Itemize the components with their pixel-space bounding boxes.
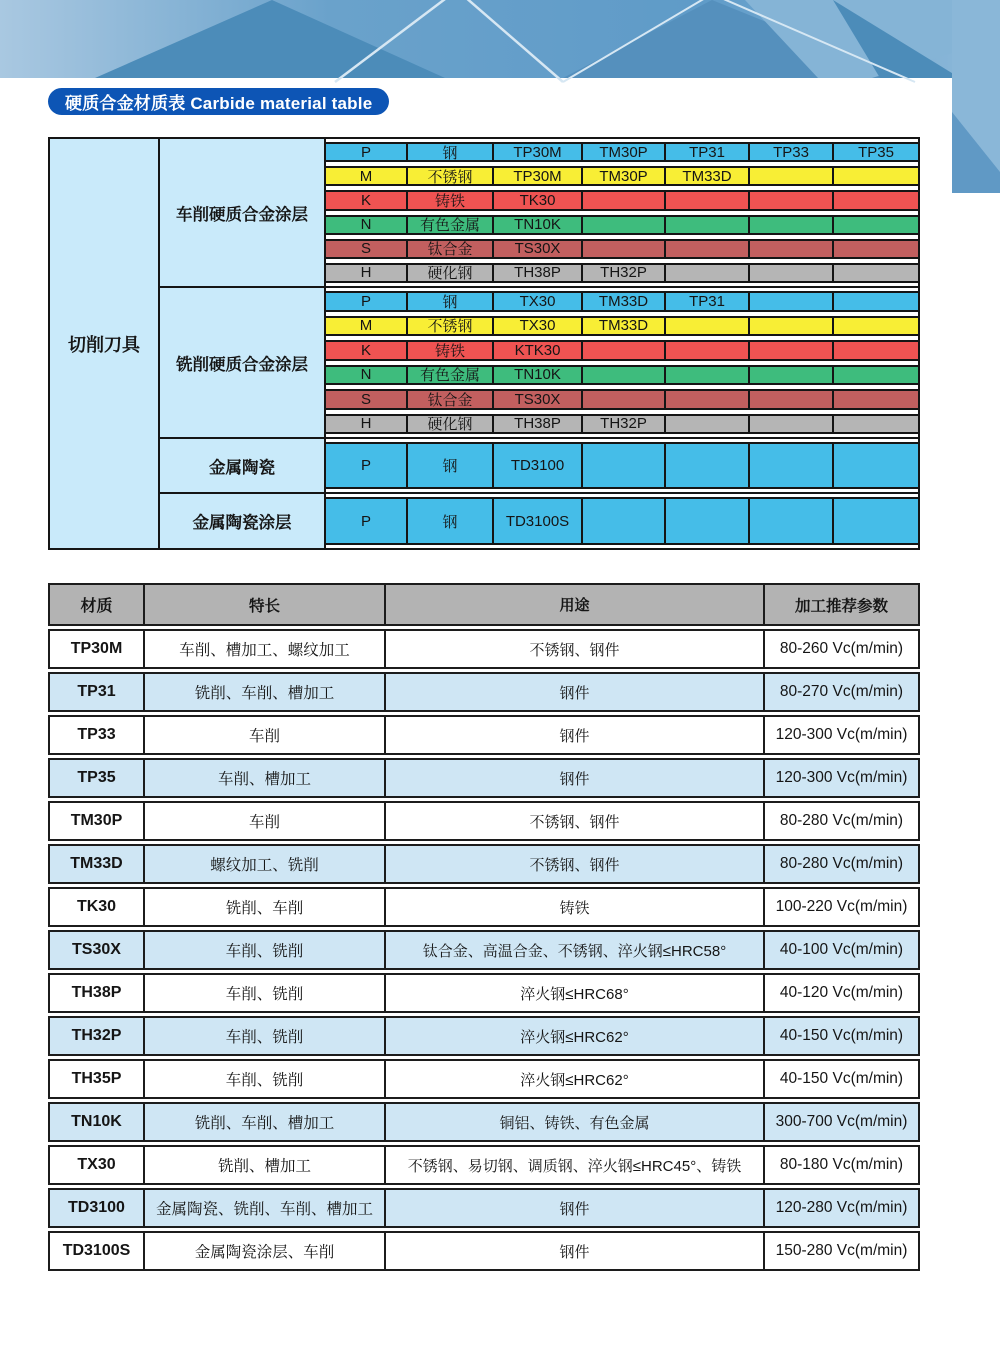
grade-cell: TM33D: [581, 318, 664, 335]
matrix-section: [160, 439, 918, 494]
material-cell: TM30P: [70, 812, 123, 829]
workpiece-cell: 钢: [406, 499, 492, 543]
params-cell: 100-220 Vc(m/min): [763, 889, 918, 925]
grade-cell: TP35: [832, 144, 918, 160]
iso-class-cell: K: [360, 192, 371, 209]
grade-cell: [832, 416, 918, 433]
grade-cell: TD3100S: [492, 499, 581, 543]
material-cell: TX30: [77, 1156, 116, 1173]
iso-class-cell: P: [360, 293, 371, 310]
section-label-cell: 金属陶瓷: [160, 439, 326, 492]
grade-cell: [664, 265, 748, 281]
section-rows: [326, 439, 918, 492]
specialty-cell: 金属陶瓷、铣削、车削、槽加工: [143, 1190, 384, 1226]
matrix-row: [326, 239, 918, 259]
section-rows: [326, 288, 918, 437]
table-row: [48, 973, 920, 1013]
grade-cell: [748, 416, 832, 433]
material-cell: TM33D: [70, 855, 123, 872]
material-cell: TP30M: [70, 640, 123, 657]
usage-cell: 淬火钢≤HRC62°: [384, 1061, 763, 1097]
grade-cell: [664, 217, 748, 233]
iso-class-cell: P: [360, 512, 371, 530]
grade-cell: [581, 241, 664, 257]
section-rows: [326, 494, 918, 548]
usage-cell: 铜铝、铸铁、有色金属: [384, 1104, 763, 1140]
table-row: [48, 801, 920, 841]
grade-cell: [664, 318, 748, 335]
params-cell: 120-300 Vc(m/min): [763, 717, 918, 753]
iso-class-cell: P: [360, 457, 371, 474]
specialty-cell: 车削、铣削: [143, 932, 384, 968]
table-row: [48, 844, 920, 884]
spec-header-cell: 加工推荐参数: [763, 585, 918, 624]
grade-cell: [581, 367, 664, 384]
params-cell: 80-260 Vc(m/min): [763, 631, 918, 667]
iso-class-cell: P: [360, 144, 371, 161]
workpiece-cell: 铸铁: [406, 342, 492, 359]
matrix-row: [326, 291, 918, 312]
grade-cell: [832, 241, 918, 257]
grade-cell: TM33D: [581, 293, 664, 310]
matrix-row: [326, 340, 918, 361]
grade-cell: TS30X: [492, 241, 581, 257]
table-row: [48, 887, 920, 927]
workpiece-cell: 钢: [406, 144, 492, 160]
specialty-cell: 铣削、车削: [143, 889, 384, 925]
specialty-cell: 车削、铣削: [143, 975, 384, 1011]
workpiece-cell: 不锈钢: [406, 168, 492, 184]
usage-cell: 淬火钢≤HRC62°: [384, 1018, 763, 1054]
grade-cell: [832, 342, 918, 359]
matrix-row: [326, 442, 918, 489]
material-cell: TK30: [76, 898, 117, 915]
usage-cell: 钢件: [384, 760, 763, 796]
iso-class-cell: H: [360, 264, 372, 282]
params-cell: 80-280 Vc(m/min): [763, 846, 918, 882]
table-row: [48, 1016, 920, 1056]
table-row: [48, 1102, 920, 1142]
matrix-section: [160, 288, 918, 439]
grade-cell: [664, 499, 748, 543]
grade-cell: [664, 342, 748, 359]
specialty-cell: 车削、槽加工、螺纹加工: [143, 631, 384, 667]
specialty-cell: 螺纹加工、铣削: [143, 846, 384, 882]
params-cell: 40-120 Vc(m/min): [763, 975, 918, 1011]
material-cell: TH32P: [71, 1027, 122, 1044]
grade-cell: TX30: [492, 293, 581, 310]
matrix-row: [326, 497, 918, 545]
params-cell: 120-300 Vc(m/min): [763, 760, 918, 796]
table-row: [48, 1188, 920, 1228]
grade-cell: [748, 217, 832, 233]
params-cell: 80-280 Vc(m/min): [763, 803, 918, 839]
iso-class-cell: H: [360, 415, 372, 432]
usage-cell: 不锈钢、钢件: [384, 803, 763, 839]
table-row: [48, 930, 920, 970]
grade-cell: [581, 391, 664, 408]
section-label-cell: 车削硬质合金涂层: [160, 139, 326, 286]
params-cell: 150-280 Vc(m/min): [763, 1233, 918, 1269]
grade-cell: [748, 318, 832, 335]
section-label-cell: 金属陶瓷涂层: [160, 494, 326, 548]
grade-cell: TP31: [664, 144, 748, 160]
grade-cell: [748, 192, 832, 208]
matrix-sections: [160, 139, 918, 548]
specialty-cell: 车削: [143, 717, 384, 753]
grade-cell: [748, 293, 832, 310]
specialty-cell: 车削、铣削: [143, 1018, 384, 1054]
params-cell: 80-270 Vc(m/min): [763, 674, 918, 710]
grade-cell: [832, 293, 918, 310]
page-title: 硬质合金材质表 Carbide material table: [48, 88, 389, 115]
spec-header-cell: 用途: [384, 585, 763, 624]
material-cell: TH38P: [71, 984, 122, 1001]
specialty-cell: 铣削、槽加工: [143, 1147, 384, 1183]
matrix-row: [326, 263, 918, 283]
grade-cell: TN10K: [492, 367, 581, 384]
grade-cell: [664, 391, 748, 408]
grade-cell: [664, 192, 748, 208]
material-cell: TS30X: [72, 941, 121, 958]
matrix-section: [160, 139, 918, 288]
grade-cell: [832, 217, 918, 233]
grade-cell: [748, 391, 832, 408]
grade-cell: [664, 367, 748, 384]
section-label-cell: 铣削硬质合金涂层: [160, 288, 326, 437]
workpiece-cell: 有色金属: [406, 367, 492, 384]
iso-class-cell: S: [360, 391, 371, 408]
matrix-table: [48, 137, 920, 550]
iso-class-cell: M: [359, 168, 373, 185]
grade-cell: [581, 444, 664, 487]
grade-cell: [748, 241, 832, 257]
root-category-cell: 切削刀具: [50, 139, 160, 548]
grade-cell: TH38P: [492, 416, 581, 433]
matrix-row: [326, 365, 918, 386]
grade-cell: [748, 342, 832, 359]
grade-cell: TM30P: [581, 144, 664, 160]
grade-cell: [832, 192, 918, 208]
table-row: [48, 1145, 920, 1185]
usage-cell: 不锈钢、钢件: [384, 631, 763, 667]
grade-cell: [832, 318, 918, 335]
grade-cell: [581, 342, 664, 359]
workpiece-cell: 不锈钢: [406, 318, 492, 335]
grade-cell: [832, 444, 918, 487]
table-row: [48, 629, 920, 669]
grade-cell: [832, 265, 918, 281]
specialty-cell: 车削、槽加工: [143, 760, 384, 796]
grade-cell: TM33D: [664, 168, 748, 184]
workpiece-cell: 钢: [406, 293, 492, 310]
matrix-row: [326, 190, 918, 210]
grade-cell: TH32P: [581, 416, 664, 433]
iso-class-cell: K: [360, 342, 371, 359]
params-cell: 40-100 Vc(m/min): [763, 932, 918, 968]
spec-table: [48, 583, 920, 1274]
table-row: [48, 715, 920, 755]
grade-cell: [832, 391, 918, 408]
specialty-cell: 车削、铣削: [143, 1061, 384, 1097]
grade-cell: [748, 444, 832, 487]
grade-cell: TP31: [664, 293, 748, 310]
usage-cell: 钢件: [384, 717, 763, 753]
usage-cell: 不锈钢、易切钢、调质钢、淬火钢≤HRC45°、铸铁: [384, 1147, 763, 1183]
material-cell: TH35P: [71, 1070, 122, 1087]
grade-cell: KTK30: [492, 342, 581, 359]
grade-cell: TH32P: [581, 265, 664, 281]
matrix-row: [326, 414, 918, 435]
grade-cell: TK30: [492, 192, 581, 208]
material-cell: TP35: [77, 769, 116, 786]
usage-cell: 不锈钢、钢件: [384, 846, 763, 882]
grade-cell: TH38P: [492, 265, 581, 281]
usage-cell: 钢件: [384, 1190, 763, 1226]
usage-cell: 铸铁: [384, 889, 763, 925]
matrix-row: [326, 215, 918, 235]
specialty-cell: 铣削、车削、槽加工: [143, 674, 384, 710]
usage-cell: 淬火钢≤HRC68°: [384, 975, 763, 1011]
material-cell: TP31: [77, 683, 116, 700]
matrix-row: [326, 166, 918, 186]
params-cell: 80-180 Vc(m/min): [763, 1147, 918, 1183]
section-rows: [326, 139, 918, 286]
workpiece-cell: 有色金属: [406, 217, 492, 233]
iso-class-cell: N: [360, 366, 372, 383]
params-cell: 40-150 Vc(m/min): [763, 1061, 918, 1097]
grade-cell: [748, 499, 832, 543]
workpiece-cell: 钢: [406, 444, 492, 487]
workpiece-cell: 钛合金: [406, 241, 492, 257]
specialty-cell: 车削: [143, 803, 384, 839]
grade-cell: TP30M: [492, 168, 581, 184]
material-cell: TN10K: [71, 1113, 122, 1130]
grade-cell: [664, 444, 748, 487]
workpiece-cell: 铸铁: [406, 192, 492, 208]
material-cell: TP33: [77, 726, 116, 743]
workpiece-cell: 硬化钢: [406, 265, 492, 281]
material-cell: TD3100: [68, 1199, 125, 1216]
grade-cell: TP30M: [492, 144, 581, 160]
matrix-section: [160, 494, 918, 548]
grade-cell: TD3100: [492, 444, 581, 487]
matrix-row: [326, 316, 918, 337]
workpiece-cell: 硬化钢: [406, 416, 492, 433]
grade-cell: TX30: [492, 318, 581, 335]
spec-header-row: [48, 583, 920, 626]
table-row: [48, 758, 920, 798]
params-cell: 40-150 Vc(m/min): [763, 1018, 918, 1054]
specialty-cell: 铣削、车削、槽加工: [143, 1104, 384, 1140]
grade-cell: TP33: [748, 144, 832, 160]
iso-class-cell: N: [360, 216, 372, 233]
iso-class-cell: M: [359, 317, 373, 334]
grade-cell: [664, 241, 748, 257]
table-row: [48, 1059, 920, 1099]
grade-cell: [832, 367, 918, 384]
params-cell: 300-700 Vc(m/min): [763, 1104, 918, 1140]
table-row: [48, 672, 920, 712]
grade-cell: TM30P: [581, 168, 664, 184]
material-cell: TD3100S: [62, 1242, 131, 1259]
grade-cell: TS30X: [492, 391, 581, 408]
spec-header-cell: 材质: [80, 598, 113, 615]
grade-cell: [748, 367, 832, 384]
grade-cell: [581, 192, 664, 208]
grade-cell: [748, 168, 832, 184]
iso-class-cell: S: [360, 240, 371, 257]
grade-cell: [832, 499, 918, 543]
matrix-row: [326, 142, 918, 162]
grade-cell: [581, 217, 664, 233]
grade-cell: [581, 499, 664, 543]
table-row: [48, 1231, 920, 1271]
grade-cell: TN10K: [492, 217, 581, 233]
usage-cell: 钢件: [384, 674, 763, 710]
specialty-cell: 金属陶瓷涂层、车削: [143, 1233, 384, 1269]
grade-cell: [748, 265, 832, 281]
usage-cell: 钛合金、高温合金、不锈钢、淬火钢≤HRC58°: [384, 932, 763, 968]
usage-cell: 钢件: [384, 1233, 763, 1269]
matrix-row: [326, 389, 918, 410]
params-cell: 120-280 Vc(m/min): [763, 1190, 918, 1226]
grade-cell: [664, 416, 748, 433]
workpiece-cell: 钛合金: [406, 391, 492, 408]
spec-header-cell: 特长: [143, 585, 384, 624]
spec-body-rows: [48, 629, 920, 1271]
grade-cell: [832, 168, 918, 184]
